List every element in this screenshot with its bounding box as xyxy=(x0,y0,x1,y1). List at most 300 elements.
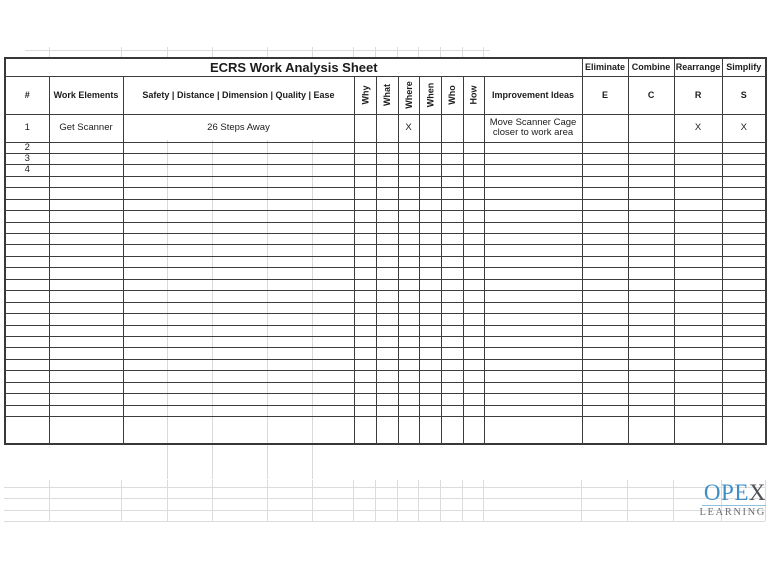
cell-work[interactable] xyxy=(49,394,123,405)
cell-when[interactable] xyxy=(419,417,441,444)
cell-c[interactable] xyxy=(628,188,674,199)
cell-why[interactable] xyxy=(354,382,376,393)
cell-idea[interactable] xyxy=(484,371,582,382)
col-header-safety[interactable]: Safety | Distance | Dimension | Quality | Ease xyxy=(123,76,354,114)
cell-why[interactable] xyxy=(354,211,376,222)
cell-what[interactable] xyxy=(376,348,398,359)
cell-who[interactable] xyxy=(441,291,463,302)
col-header-simplify[interactable]: Simplify xyxy=(722,58,766,76)
cell-where[interactable] xyxy=(398,405,419,416)
cell-work[interactable] xyxy=(49,382,123,393)
cell-who[interactable] xyxy=(441,234,463,245)
cell-e[interactable] xyxy=(582,417,628,444)
cell-num[interactable] xyxy=(5,222,49,233)
cell-s[interactable] xyxy=(722,371,766,382)
cell-who[interactable] xyxy=(441,314,463,325)
cell-where[interactable] xyxy=(398,268,419,279)
cell-c[interactable] xyxy=(628,371,674,382)
cell-what[interactable] xyxy=(376,176,398,187)
cell-what[interactable] xyxy=(376,256,398,267)
cell-who[interactable] xyxy=(441,394,463,405)
cell-where[interactable] xyxy=(398,382,419,393)
cell-work[interactable] xyxy=(49,222,123,233)
cell-r[interactable] xyxy=(674,291,722,302)
cell-why[interactable] xyxy=(354,394,376,405)
cell-safety[interactable] xyxy=(123,314,354,325)
cell-how[interactable] xyxy=(463,176,484,187)
cell-when[interactable] xyxy=(419,279,441,290)
cell-why[interactable] xyxy=(354,114,376,142)
cell-idea[interactable] xyxy=(484,114,582,142)
cell-who[interactable] xyxy=(441,245,463,256)
cell-when[interactable] xyxy=(419,245,441,256)
cell-when[interactable] xyxy=(419,405,441,416)
cell-s[interactable] xyxy=(722,382,766,393)
cell-num[interactable] xyxy=(5,371,49,382)
cell-how[interactable] xyxy=(463,142,484,153)
cell-where[interactable] xyxy=(398,348,419,359)
cell-num[interactable]: 1 xyxy=(5,114,49,142)
cell-why[interactable] xyxy=(354,153,376,164)
cell-what[interactable] xyxy=(376,114,398,142)
cell-s[interactable] xyxy=(722,234,766,245)
cell-why[interactable] xyxy=(354,245,376,256)
cell-idea[interactable] xyxy=(484,405,582,416)
cell-r[interactable] xyxy=(674,382,722,393)
cell-r[interactable] xyxy=(674,336,722,347)
cell-work[interactable] xyxy=(49,291,123,302)
col-header-num[interactable]: # xyxy=(5,76,49,114)
cell-where[interactable] xyxy=(398,336,419,347)
cell-who[interactable] xyxy=(441,188,463,199)
col-header-s[interactable]: S xyxy=(722,76,766,114)
cell-e[interactable] xyxy=(582,268,628,279)
cell-where[interactable] xyxy=(398,245,419,256)
cell-e[interactable] xyxy=(582,314,628,325)
cell-what[interactable] xyxy=(376,359,398,370)
cell-c[interactable] xyxy=(628,234,674,245)
cell-idea[interactable] xyxy=(484,234,582,245)
cell-s[interactable] xyxy=(722,394,766,405)
cell-work[interactable] xyxy=(49,211,123,222)
cell-idea[interactable] xyxy=(484,314,582,325)
cell-who[interactable] xyxy=(441,268,463,279)
cell-idea[interactable] xyxy=(484,211,582,222)
cell-when[interactable] xyxy=(419,234,441,245)
cell-idea[interactable] xyxy=(484,268,582,279)
cell-work[interactable] xyxy=(49,359,123,370)
cell-e[interactable] xyxy=(582,291,628,302)
cell-work[interactable] xyxy=(49,314,123,325)
cell-c[interactable] xyxy=(628,394,674,405)
cell-when[interactable] xyxy=(419,222,441,233)
cell-safety[interactable] xyxy=(123,268,354,279)
cell-c[interactable] xyxy=(628,199,674,210)
cell-r[interactable] xyxy=(674,256,722,267)
cell-safety[interactable] xyxy=(123,245,354,256)
cell-num[interactable] xyxy=(5,291,49,302)
cell-when[interactable] xyxy=(419,371,441,382)
cell-s[interactable] xyxy=(722,142,766,153)
cell-idea[interactable] xyxy=(484,176,582,187)
cell-why[interactable] xyxy=(354,325,376,336)
col-header-improvement-ideas[interactable]: Improvement Ideas xyxy=(484,76,582,114)
cell-e[interactable] xyxy=(582,336,628,347)
col-header-e[interactable]: E xyxy=(582,76,628,114)
cell-work[interactable] xyxy=(49,153,123,164)
cell-c[interactable] xyxy=(628,336,674,347)
cell-safety[interactable] xyxy=(123,394,354,405)
cell-r[interactable] xyxy=(674,199,722,210)
cell-when[interactable] xyxy=(419,382,441,393)
cell-who[interactable] xyxy=(441,336,463,347)
cell-what[interactable] xyxy=(376,279,398,290)
cell-idea[interactable] xyxy=(484,279,582,290)
col-header-how[interactable] xyxy=(463,76,484,114)
cell-r[interactable] xyxy=(674,176,722,187)
cell-how[interactable] xyxy=(463,302,484,313)
cell-r[interactable] xyxy=(674,222,722,233)
cell-when[interactable] xyxy=(419,291,441,302)
cell-why[interactable] xyxy=(354,188,376,199)
cell-when[interactable] xyxy=(419,314,441,325)
cell-e[interactable] xyxy=(582,371,628,382)
cell-who[interactable] xyxy=(441,165,463,176)
cell-s[interactable] xyxy=(722,359,766,370)
cell-c[interactable] xyxy=(628,153,674,164)
cell-when[interactable] xyxy=(419,359,441,370)
cell-s[interactable]: X xyxy=(722,114,766,142)
cell-r[interactable] xyxy=(674,245,722,256)
cell-how[interactable] xyxy=(463,211,484,222)
cell-how[interactable] xyxy=(463,153,484,164)
cell-what[interactable] xyxy=(376,268,398,279)
cell-where[interactable] xyxy=(398,325,419,336)
cell-idea[interactable] xyxy=(484,325,582,336)
cell-work[interactable] xyxy=(49,245,123,256)
cell-c[interactable] xyxy=(628,405,674,416)
cell-safety[interactable] xyxy=(123,371,354,382)
cell-e[interactable] xyxy=(582,256,628,267)
cell-num[interactable]: 2 xyxy=(5,142,49,153)
cell-why[interactable] xyxy=(354,268,376,279)
cell-idea[interactable] xyxy=(484,199,582,210)
cell-s[interactable] xyxy=(722,291,766,302)
cell-how[interactable] xyxy=(463,405,484,416)
cell-why[interactable] xyxy=(354,256,376,267)
cell-what[interactable] xyxy=(376,382,398,393)
cell-what[interactable] xyxy=(376,245,398,256)
cell-safety[interactable] xyxy=(123,336,354,347)
cell-num[interactable] xyxy=(5,405,49,416)
cell-num[interactable] xyxy=(5,359,49,370)
cell-when[interactable] xyxy=(419,199,441,210)
cell-when[interactable] xyxy=(419,325,441,336)
cell-when[interactable] xyxy=(419,336,441,347)
cell-safety[interactable] xyxy=(123,165,354,176)
cell-work[interactable] xyxy=(49,279,123,290)
cell-how[interactable] xyxy=(463,291,484,302)
cell-r[interactable] xyxy=(674,371,722,382)
cell-why[interactable] xyxy=(354,176,376,187)
cell-when[interactable] xyxy=(419,256,441,267)
cell-why[interactable] xyxy=(354,405,376,416)
cell-num[interactable] xyxy=(5,176,49,187)
cell-num[interactable] xyxy=(5,188,49,199)
col-header-rearrange[interactable]: Rearrange xyxy=(674,58,722,76)
col-header-combine[interactable]: Combine xyxy=(628,58,674,76)
cell-work[interactable] xyxy=(49,302,123,313)
cell-idea[interactable] xyxy=(484,382,582,393)
cell-when[interactable] xyxy=(419,211,441,222)
cell-num[interactable] xyxy=(5,245,49,256)
cell-work[interactable] xyxy=(49,176,123,187)
cell-num[interactable] xyxy=(5,302,49,313)
cell-c[interactable] xyxy=(628,256,674,267)
sheet-title[interactable]: ECRS Work Analysis Sheet xyxy=(5,58,582,76)
cell-num[interactable] xyxy=(5,336,49,347)
cell-where[interactable] xyxy=(398,199,419,210)
cell-work[interactable] xyxy=(49,405,123,416)
cell-e[interactable] xyxy=(582,279,628,290)
cell-where[interactable] xyxy=(398,314,419,325)
cell-safety[interactable] xyxy=(123,348,354,359)
cell-where[interactable] xyxy=(398,153,419,164)
cell-e[interactable] xyxy=(582,153,628,164)
cell-idea[interactable] xyxy=(484,359,582,370)
cell-safety[interactable] xyxy=(123,176,354,187)
cell-who[interactable] xyxy=(441,211,463,222)
cell-where[interactable] xyxy=(398,211,419,222)
cell-how[interactable] xyxy=(463,417,484,444)
cell-where[interactable] xyxy=(398,417,419,444)
cell-where[interactable] xyxy=(398,222,419,233)
cell-when[interactable] xyxy=(419,176,441,187)
cell-r[interactable] xyxy=(674,359,722,370)
cell-safety[interactable] xyxy=(123,405,354,416)
cell-safety[interactable] xyxy=(123,359,354,370)
cell-c[interactable] xyxy=(628,314,674,325)
cell-safety[interactable] xyxy=(123,222,354,233)
cell-when[interactable] xyxy=(419,114,441,142)
cell-what[interactable] xyxy=(376,405,398,416)
cell-num[interactable] xyxy=(5,417,49,444)
cell-what[interactable] xyxy=(376,153,398,164)
cell-what[interactable] xyxy=(376,199,398,210)
cell-num[interactable] xyxy=(5,314,49,325)
col-header-c[interactable]: C xyxy=(628,76,674,114)
col-header-why[interactable] xyxy=(354,76,376,114)
cell-r[interactable]: X xyxy=(674,114,722,142)
cell-c[interactable] xyxy=(628,325,674,336)
cell-where[interactable] xyxy=(398,176,419,187)
cell-c[interactable] xyxy=(628,114,674,142)
cell-e[interactable] xyxy=(582,234,628,245)
cell-how[interactable] xyxy=(463,256,484,267)
cell-when[interactable] xyxy=(419,268,441,279)
cell-c[interactable] xyxy=(628,176,674,187)
cell-work[interactable] xyxy=(49,325,123,336)
cell-what[interactable] xyxy=(376,336,398,347)
cell-who[interactable] xyxy=(441,382,463,393)
cell-where[interactable] xyxy=(398,279,419,290)
cell-who[interactable] xyxy=(441,302,463,313)
cell-where[interactable] xyxy=(398,359,419,370)
cell-safety[interactable] xyxy=(123,325,354,336)
cell-how[interactable] xyxy=(463,325,484,336)
cell-c[interactable] xyxy=(628,348,674,359)
cell-work[interactable] xyxy=(49,348,123,359)
cell-e[interactable] xyxy=(582,114,628,142)
cell-how[interactable] xyxy=(463,336,484,347)
cell-idea[interactable] xyxy=(484,165,582,176)
col-header-what[interactable] xyxy=(376,76,398,114)
cell-s[interactable] xyxy=(722,188,766,199)
cell-safety[interactable] xyxy=(123,199,354,210)
cell-idea[interactable] xyxy=(484,142,582,153)
cell-c[interactable] xyxy=(628,359,674,370)
cell-num[interactable] xyxy=(5,394,49,405)
cell-why[interactable] xyxy=(354,222,376,233)
cell-r[interactable] xyxy=(674,325,722,336)
cell-who[interactable] xyxy=(441,142,463,153)
cell-num[interactable] xyxy=(5,325,49,336)
cell-safety[interactable] xyxy=(123,256,354,267)
cell-num[interactable]: 3 xyxy=(5,153,49,164)
cell-idea[interactable] xyxy=(484,222,582,233)
cell-how[interactable] xyxy=(463,371,484,382)
cell-why[interactable] xyxy=(354,359,376,370)
cell-how[interactable] xyxy=(463,348,484,359)
cell-e[interactable] xyxy=(582,359,628,370)
cell-c[interactable] xyxy=(628,268,674,279)
cell-s[interactable] xyxy=(722,325,766,336)
cell-s[interactable] xyxy=(722,279,766,290)
cell-num[interactable] xyxy=(5,268,49,279)
cell-idea[interactable] xyxy=(484,394,582,405)
cell-safety[interactable] xyxy=(123,302,354,313)
cell-what[interactable] xyxy=(376,142,398,153)
cell-how[interactable] xyxy=(463,222,484,233)
cell-num[interactable] xyxy=(5,348,49,359)
cell-work[interactable] xyxy=(49,336,123,347)
cell-s[interactable] xyxy=(722,199,766,210)
cell-safety[interactable] xyxy=(123,188,354,199)
cell-num[interactable] xyxy=(5,256,49,267)
cell-r[interactable] xyxy=(674,405,722,416)
cell-s[interactable] xyxy=(722,336,766,347)
cell-s[interactable] xyxy=(722,245,766,256)
cell-what[interactable] xyxy=(376,371,398,382)
cell-idea[interactable] xyxy=(484,153,582,164)
col-header-r[interactable]: R xyxy=(674,76,722,114)
cell-how[interactable] xyxy=(463,234,484,245)
cell-how[interactable] xyxy=(463,359,484,370)
cell-s[interactable] xyxy=(722,211,766,222)
cell-num[interactable] xyxy=(5,199,49,210)
cell-idea[interactable] xyxy=(484,245,582,256)
cell-why[interactable] xyxy=(354,371,376,382)
cell-work[interactable] xyxy=(49,417,123,444)
cell-when[interactable] xyxy=(419,302,441,313)
cell-e[interactable] xyxy=(582,176,628,187)
cell-what[interactable] xyxy=(376,211,398,222)
col-header-when[interactable] xyxy=(419,76,441,114)
cell-why[interactable] xyxy=(354,199,376,210)
cell-where[interactable] xyxy=(398,234,419,245)
cell-s[interactable] xyxy=(722,268,766,279)
cell-e[interactable] xyxy=(582,325,628,336)
cell-work[interactable] xyxy=(49,371,123,382)
cell-where[interactable]: X xyxy=(398,114,419,142)
cell-e[interactable] xyxy=(582,245,628,256)
cell-safety[interactable]: 26 Steps Away xyxy=(123,114,354,142)
cell-s[interactable] xyxy=(722,405,766,416)
cell-how[interactable] xyxy=(463,268,484,279)
cell-where[interactable] xyxy=(398,188,419,199)
cell-where[interactable] xyxy=(398,142,419,153)
cell-safety[interactable] xyxy=(123,234,354,245)
col-header-eliminate[interactable]: Eliminate xyxy=(582,58,628,76)
cell-what[interactable] xyxy=(376,291,398,302)
cell-r[interactable] xyxy=(674,302,722,313)
cell-who[interactable] xyxy=(441,199,463,210)
cell-r[interactable] xyxy=(674,142,722,153)
cell-when[interactable] xyxy=(419,142,441,153)
cell-who[interactable] xyxy=(441,405,463,416)
cell-work[interactable] xyxy=(49,268,123,279)
cell-safety[interactable] xyxy=(123,279,354,290)
cell-who[interactable] xyxy=(441,222,463,233)
cell-c[interactable] xyxy=(628,302,674,313)
cell-e[interactable] xyxy=(582,222,628,233)
cell-when[interactable] xyxy=(419,153,441,164)
cell-who[interactable] xyxy=(441,325,463,336)
cell-r[interactable] xyxy=(674,417,722,444)
cell-who[interactable] xyxy=(441,417,463,444)
cell-how[interactable] xyxy=(463,245,484,256)
col-header-work-elements[interactable]: Work Elements xyxy=(49,76,123,114)
cell-s[interactable] xyxy=(722,176,766,187)
cell-work[interactable] xyxy=(49,142,123,153)
cell-e[interactable] xyxy=(582,199,628,210)
cell-r[interactable] xyxy=(674,348,722,359)
cell-c[interactable] xyxy=(628,291,674,302)
cell-idea[interactable] xyxy=(484,336,582,347)
cell-e[interactable] xyxy=(582,382,628,393)
cell-e[interactable] xyxy=(582,348,628,359)
cell-r[interactable] xyxy=(674,279,722,290)
cell-how[interactable] xyxy=(463,279,484,290)
cell-num[interactable] xyxy=(5,279,49,290)
cell-c[interactable] xyxy=(628,417,674,444)
cell-how[interactable] xyxy=(463,382,484,393)
cell-how[interactable] xyxy=(463,314,484,325)
cell-how[interactable] xyxy=(463,165,484,176)
cell-safety[interactable] xyxy=(123,417,354,444)
col-header-where[interactable] xyxy=(398,76,419,114)
cell-safety[interactable] xyxy=(123,153,354,164)
col-header-who[interactable] xyxy=(441,76,463,114)
cell-idea[interactable] xyxy=(484,417,582,444)
cell-what[interactable] xyxy=(376,302,398,313)
cell-s[interactable] xyxy=(722,153,766,164)
cell-what[interactable] xyxy=(376,222,398,233)
cell-r[interactable] xyxy=(674,314,722,325)
cell-s[interactable] xyxy=(722,314,766,325)
cell-when[interactable] xyxy=(419,348,441,359)
cell-when[interactable] xyxy=(419,188,441,199)
